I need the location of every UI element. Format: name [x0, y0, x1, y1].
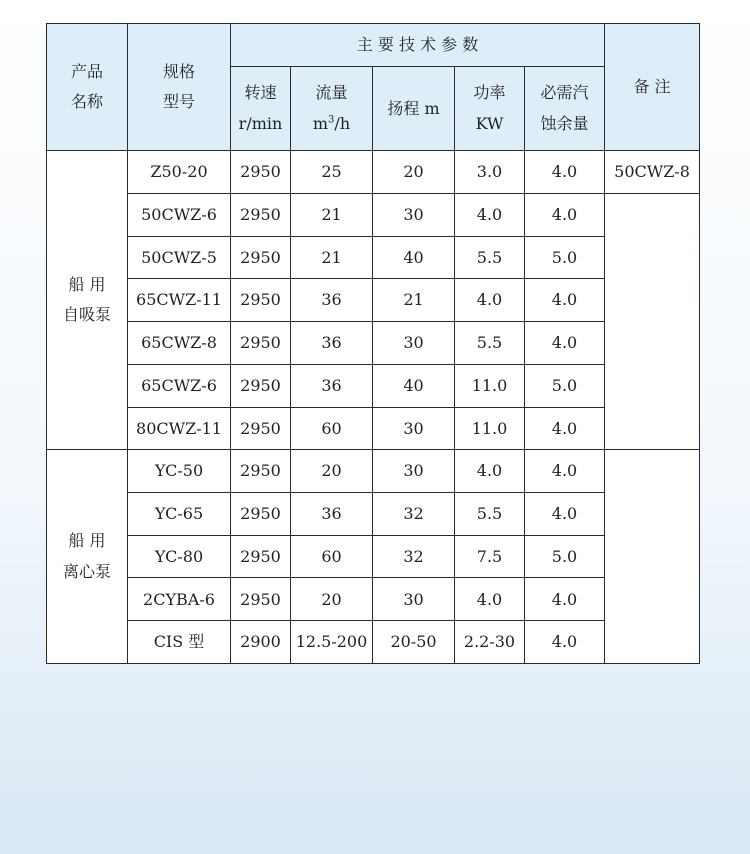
header-speed-line2: r/min	[238, 113, 283, 133]
cell-model	[128, 407, 231, 450]
cell-flow	[291, 407, 373, 450]
header-flow	[291, 67, 373, 151]
cell-npsh	[525, 279, 605, 322]
cell-head-value: 20-50	[390, 632, 437, 652]
cell-flow	[291, 621, 373, 664]
cell-head	[373, 322, 455, 365]
table-row	[47, 493, 700, 536]
product-group-name-line: 自吸泵	[62, 305, 111, 325]
cell-flow-value: 60	[321, 546, 342, 566]
cell-npsh	[525, 364, 605, 407]
cell-npsh	[525, 236, 605, 279]
cell-npsh-value: 5.0	[551, 375, 578, 395]
cell-model	[128, 322, 231, 365]
cell-flow-value: 36	[321, 333, 342, 353]
header-speed-line1: 转速	[244, 83, 277, 103]
cell-model	[128, 493, 231, 536]
header-product-name	[47, 24, 128, 151]
table-row	[47, 450, 700, 493]
cell-power	[455, 621, 525, 664]
cell-speed-value: 2900	[240, 632, 281, 652]
table-row	[47, 151, 700, 194]
cell-power-value: 3.0	[476, 162, 503, 182]
cell-flow-value: 36	[321, 504, 342, 524]
cell-power-value: 2.2-30	[463, 632, 516, 652]
cell-npsh-value: 5.0	[551, 247, 578, 267]
cell-flow-value: 20	[321, 589, 342, 609]
table-row	[47, 621, 700, 664]
cell-speed-value: 2950	[240, 290, 281, 310]
cell-power-value: 4.0	[476, 589, 503, 609]
cell-remark	[605, 450, 700, 664]
cell-power-value: 7.5	[476, 546, 503, 566]
cell-flow	[291, 322, 373, 365]
header-flow-unit-h: /h	[334, 113, 351, 133]
cell-model-value: 65CWZ-11	[136, 290, 222, 310]
cell-npsh-value: 4.0	[551, 333, 578, 353]
cell-head	[373, 151, 455, 194]
table-row	[47, 364, 700, 407]
cell-model	[128, 151, 231, 194]
cell-npsh-value: 4.0	[551, 290, 578, 310]
cell-flow-value: 25	[321, 162, 342, 182]
cell-model	[128, 279, 231, 322]
cell-power	[455, 407, 525, 450]
cell-head	[373, 364, 455, 407]
cell-npsh	[525, 450, 605, 493]
cell-head-value: 30	[403, 418, 424, 438]
cell-model	[128, 236, 231, 279]
product-group-name-line: 船 用	[68, 531, 106, 551]
cell-npsh	[525, 578, 605, 621]
cell-power	[455, 364, 525, 407]
cell-speed-value: 2950	[240, 247, 281, 267]
cell-speed-value: 2950	[240, 504, 281, 524]
header-npsh	[525, 67, 605, 151]
cell-model-value: CIS 型	[153, 632, 205, 652]
cell-speed	[231, 535, 291, 578]
cell-model	[128, 578, 231, 621]
cell-model-value: 50CWZ-5	[141, 247, 217, 267]
cell-head	[373, 407, 455, 450]
header-model-line1: 规格	[162, 61, 195, 81]
cell-flow	[291, 364, 373, 407]
header-flow-line2	[291, 109, 372, 139]
cell-model-value: YC-80	[154, 546, 204, 566]
header-main-params-label: 主 要 技 术 参 数	[356, 35, 479, 55]
cell-model	[128, 193, 231, 236]
cell-speed	[231, 364, 291, 407]
pump-spec-table	[46, 23, 700, 664]
cell-head-value: 40	[403, 247, 424, 267]
cell-flow-value: 21	[321, 204, 342, 224]
cell-speed-value: 2950	[240, 461, 281, 481]
header-npsh-line2: 蚀余量	[540, 113, 589, 133]
cell-speed-value: 2950	[240, 333, 281, 353]
product-group-cell	[47, 151, 128, 450]
cell-flow	[291, 535, 373, 578]
cell-npsh	[525, 621, 605, 664]
cell-flow-value: 60	[321, 418, 342, 438]
cell-speed-value: 2950	[240, 375, 281, 395]
product-group-name-line: 离心泵	[62, 561, 111, 581]
cell-flow	[291, 236, 373, 279]
cell-speed	[231, 151, 291, 194]
table-row	[47, 236, 700, 279]
cell-flow	[291, 578, 373, 621]
cell-head	[373, 279, 455, 322]
cell-flow	[291, 151, 373, 194]
header-model	[128, 24, 231, 151]
cell-speed	[231, 450, 291, 493]
cell-npsh-value: 4.0	[551, 589, 578, 609]
cell-head-value: 21	[403, 290, 424, 310]
cell-power	[455, 450, 525, 493]
cell-power-value: 4.0	[476, 461, 503, 481]
cell-head-value: 40	[403, 375, 424, 395]
cell-model-value: 80CWZ-11	[136, 418, 222, 438]
cell-speed	[231, 193, 291, 236]
cell-flow-value: 36	[321, 290, 342, 310]
cell-speed	[231, 407, 291, 450]
cell-flow	[291, 493, 373, 536]
cell-model-value: YC-50	[154, 461, 204, 481]
cell-speed	[231, 279, 291, 322]
cell-power-value: 4.0	[476, 290, 503, 310]
cell-npsh-value: 5.0	[551, 546, 578, 566]
cell-power	[455, 236, 525, 279]
cell-speed	[231, 236, 291, 279]
cell-model-value: YC-65	[154, 504, 204, 524]
table-row	[47, 407, 700, 450]
cell-npsh	[525, 193, 605, 236]
cell-head	[373, 621, 455, 664]
cell-power	[455, 151, 525, 194]
cell-head	[373, 193, 455, 236]
cell-head	[373, 236, 455, 279]
cell-remark	[605, 193, 700, 449]
cell-power-value: 5.5	[476, 247, 503, 267]
cell-power	[455, 535, 525, 578]
cell-npsh	[525, 407, 605, 450]
header-power	[455, 67, 525, 151]
cell-head	[373, 450, 455, 493]
cell-power	[455, 279, 525, 322]
cell-speed	[231, 621, 291, 664]
cell-speed	[231, 493, 291, 536]
cell-power-value: 11.0	[471, 375, 508, 395]
header-power-line2: KW	[475, 113, 504, 133]
cell-npsh-value: 4.0	[551, 632, 578, 652]
cell-head-value: 20	[403, 162, 424, 182]
header-flow-unit-exp: 3	[328, 114, 335, 126]
cell-power	[455, 193, 525, 236]
header-head	[373, 67, 455, 151]
table-row	[47, 578, 700, 621]
product-group-cell	[47, 450, 128, 664]
cell-model-value: Z50-20	[150, 162, 208, 182]
header-npsh-line1: 必需汽	[540, 83, 589, 103]
cell-head	[373, 578, 455, 621]
cell-head	[373, 493, 455, 536]
cell-flow-value: 20	[321, 461, 342, 481]
cell-flow-value: 21	[321, 247, 342, 267]
cell-power-value: 5.5	[476, 333, 503, 353]
cell-speed-value: 2950	[240, 204, 281, 224]
cell-speed-value: 2950	[240, 418, 281, 438]
cell-model-value: 65CWZ-6	[141, 375, 217, 395]
product-group-name-line: 船 用	[68, 274, 106, 294]
cell-model-value: 65CWZ-8	[141, 333, 217, 353]
header-model-line2: 型号	[162, 92, 195, 112]
cell-npsh-value: 4.0	[551, 461, 578, 481]
cell-speed-value: 2950	[240, 546, 281, 566]
cell-head-value: 32	[403, 546, 424, 566]
cell-speed-value: 2950	[240, 162, 281, 182]
cell-npsh-value: 4.0	[551, 504, 578, 524]
cell-head-value: 30	[403, 461, 424, 481]
cell-remark-value: 50CWZ-8	[614, 162, 690, 182]
cell-npsh-value: 4.0	[551, 162, 578, 182]
cell-head-value: 32	[403, 504, 424, 524]
header-head-label: 扬程 m	[387, 98, 440, 118]
header-speed	[231, 67, 291, 151]
cell-npsh-value: 4.0	[551, 418, 578, 438]
header-main-params	[231, 24, 605, 67]
table-row	[47, 193, 700, 236]
table-body	[47, 24, 700, 664]
cell-flow	[291, 450, 373, 493]
header-row-1	[47, 24, 700, 67]
header-flow-unit-m: m	[312, 113, 329, 133]
cell-power-value: 4.0	[476, 204, 503, 224]
cell-speed-value: 2950	[240, 589, 281, 609]
cell-npsh	[525, 151, 605, 194]
cell-power-value: 5.5	[476, 504, 503, 524]
header-product-name-line2: 名称	[70, 92, 103, 112]
cell-head-value: 30	[403, 204, 424, 224]
cell-npsh	[525, 535, 605, 578]
table-row	[47, 322, 700, 365]
header-remarks	[605, 24, 700, 151]
cell-model	[128, 364, 231, 407]
cell-power	[455, 578, 525, 621]
cell-flow-value: 36	[321, 375, 342, 395]
cell-npsh-value: 4.0	[551, 204, 578, 224]
cell-flow	[291, 279, 373, 322]
cell-head	[373, 535, 455, 578]
cell-npsh	[525, 322, 605, 365]
header-power-line1: 功率	[473, 83, 506, 103]
header-product-name-line1: 产品	[70, 61, 103, 81]
cell-head-value: 30	[403, 589, 424, 609]
cell-power	[455, 322, 525, 365]
cell-power	[455, 493, 525, 536]
cell-model	[128, 621, 231, 664]
cell-model-value: 2CYBA-6	[143, 589, 215, 609]
cell-model-value: 50CWZ-6	[141, 204, 217, 224]
header-flow-line1: 流量	[315, 83, 348, 103]
table-row	[47, 279, 700, 322]
cell-model	[128, 535, 231, 578]
cell-flow-value: 12.5-200	[295, 632, 368, 652]
header-remarks-label: 备 注	[633, 77, 671, 97]
cell-flow	[291, 193, 373, 236]
cell-speed	[231, 578, 291, 621]
cell-speed	[231, 322, 291, 365]
cell-npsh	[525, 493, 605, 536]
cell-remark	[605, 151, 700, 194]
cell-head-value: 30	[403, 333, 424, 353]
cell-power-value: 11.0	[471, 418, 508, 438]
table-row	[47, 535, 700, 578]
cell-model	[128, 450, 231, 493]
